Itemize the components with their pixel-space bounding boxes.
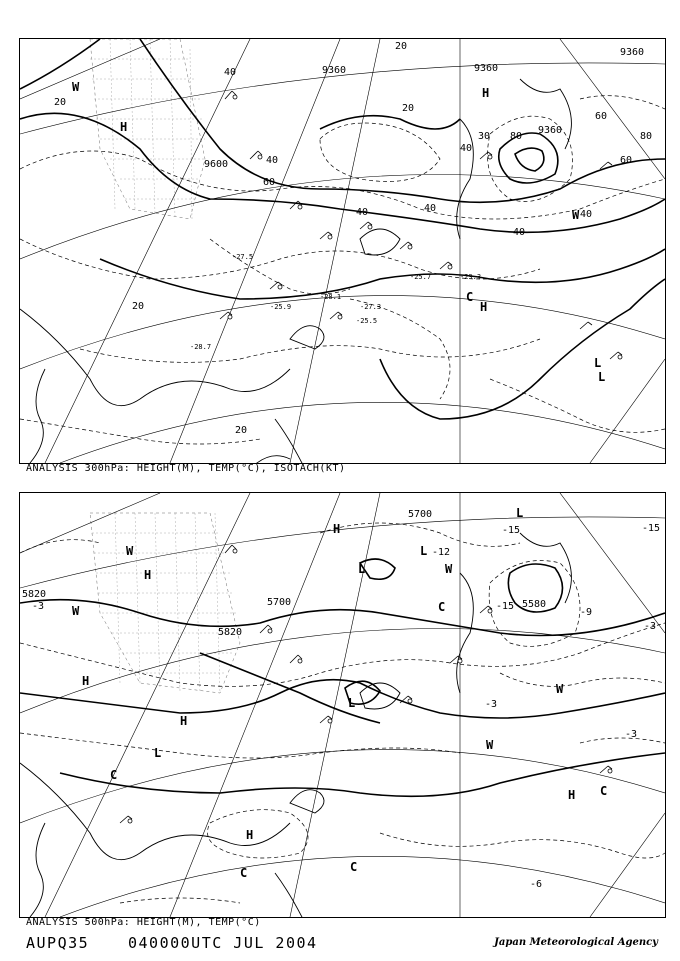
map-500hpa-drawing (20, 493, 665, 917)
center-letter: H (482, 86, 490, 100)
chart-code: AUPQ35 (26, 934, 90, 952)
temp-label: -12 (432, 547, 451, 558)
height-labels (22, 509, 546, 638)
temp-label: -3 (625, 729, 638, 740)
isotach-label: 40 (424, 203, 437, 214)
isotach-label: 40 (266, 155, 279, 166)
height-label: 5700 (408, 509, 433, 520)
map-panel-300hpa (19, 38, 666, 464)
isotach-label: 80 (510, 131, 523, 142)
height-label: 9360 (322, 65, 347, 76)
temp-label: -15 (642, 523, 661, 534)
height-label: 9360 (620, 47, 645, 58)
center-letter: L (598, 370, 606, 384)
coastlines (20, 533, 571, 917)
hatched-land-area (90, 513, 243, 693)
temp-label: -6 (530, 879, 543, 890)
center-letter: W (72, 80, 80, 94)
height-labels (204, 47, 644, 170)
isotach-label: 20 (132, 301, 145, 312)
temp-label: -9 (580, 607, 593, 618)
temp-label: -3 (485, 699, 498, 710)
height-label: 5820 (218, 627, 243, 638)
isotach-label: 20 (54, 97, 67, 108)
height-label: 9600 (204, 159, 229, 170)
center-letter: C (438, 600, 446, 614)
temp-label: -27.5 (232, 253, 254, 261)
temp-label: -3 (644, 621, 657, 632)
isotherm-lines (20, 523, 665, 903)
temp-label: -15 (502, 525, 521, 536)
height-label: 9360 (538, 125, 563, 136)
hatched-land-area (90, 39, 205, 219)
temp-label: -27.3 (360, 303, 382, 311)
center-letter: H (144, 568, 152, 582)
isotach-label: 40 (460, 143, 473, 154)
center-letter: W (556, 682, 564, 696)
temp-label: -25.5 (356, 317, 378, 325)
center-letter: H (120, 120, 128, 134)
center-letter: L (516, 506, 524, 520)
center-letter: C (466, 290, 474, 304)
temp-label: -25.7 (410, 273, 432, 281)
center-letter: H (180, 714, 188, 728)
center-letter: L (358, 562, 366, 576)
height-contours (20, 39, 665, 419)
center-letter: H (246, 828, 254, 842)
station-circles (228, 95, 622, 359)
center-letter: L (154, 746, 162, 760)
map-panel-500hpa (19, 492, 666, 918)
center-letter: W (126, 544, 134, 558)
panel-caption-300hpa: ANALYSIS 300hPa: HEIGHT(M), TEMP(°C), ISOTACH(KT) (26, 463, 346, 474)
isotach-label: 60 (263, 177, 276, 188)
height-label: 5580 (522, 599, 547, 610)
isotach-label: 40 (580, 209, 593, 220)
isotach-label: 20 (402, 103, 415, 114)
center-letter: L (594, 356, 602, 370)
isotach-labels (54, 41, 652, 436)
height-label: 5820 (22, 589, 47, 600)
temp-label: -3 (32, 601, 45, 612)
temp-label: -25.9 (270, 303, 292, 311)
center-letter: W (72, 604, 80, 618)
isotach-label: 80 (640, 131, 653, 142)
center-letter: W (486, 738, 494, 752)
center-letter: W (445, 562, 453, 576)
center-letter: H (82, 674, 90, 688)
valid-time: 040000UTC JUL 2004 (128, 934, 318, 952)
isotach-lines (20, 96, 665, 444)
height-label: 9360 (474, 63, 499, 74)
center-letter: C (600, 784, 608, 798)
temp-labels (190, 253, 481, 351)
temp-label: -29.3 (460, 273, 482, 281)
agency-name: Japan Meteorological Agency (494, 937, 658, 948)
center-letter: L (348, 696, 356, 710)
isotach-label: 20 (235, 425, 248, 436)
temp-label: -28.1 (320, 293, 342, 301)
temp-label: -28.7 (190, 343, 212, 351)
center-letter: H (333, 522, 341, 536)
isotach-label: 60 (620, 155, 633, 166)
isotach-label: 30 (478, 131, 491, 142)
temp-label: -15 (496, 601, 515, 612)
map-300hpa-drawing (20, 39, 665, 463)
center-letter: C (110, 768, 118, 782)
isotach-label: 20 (395, 41, 408, 52)
wind-barbs (120, 545, 612, 823)
center-letter: H (480, 300, 488, 314)
panel-caption-500hpa: ANALYSIS 500hPa: HEIGHT(M), TEMP(°C) (26, 917, 261, 928)
center-letter: L (420, 544, 428, 558)
isotach-label: 40 (224, 67, 237, 78)
height-label: 5700 (267, 597, 292, 608)
center-letter: C (350, 860, 358, 874)
center-letter: H (568, 788, 576, 802)
isotach-label: 40 (513, 227, 526, 238)
center-letter: W (572, 208, 580, 222)
isotach-label: 60 (595, 111, 608, 122)
isotach-label: 40 (356, 207, 369, 218)
center-letter: C (240, 866, 248, 880)
